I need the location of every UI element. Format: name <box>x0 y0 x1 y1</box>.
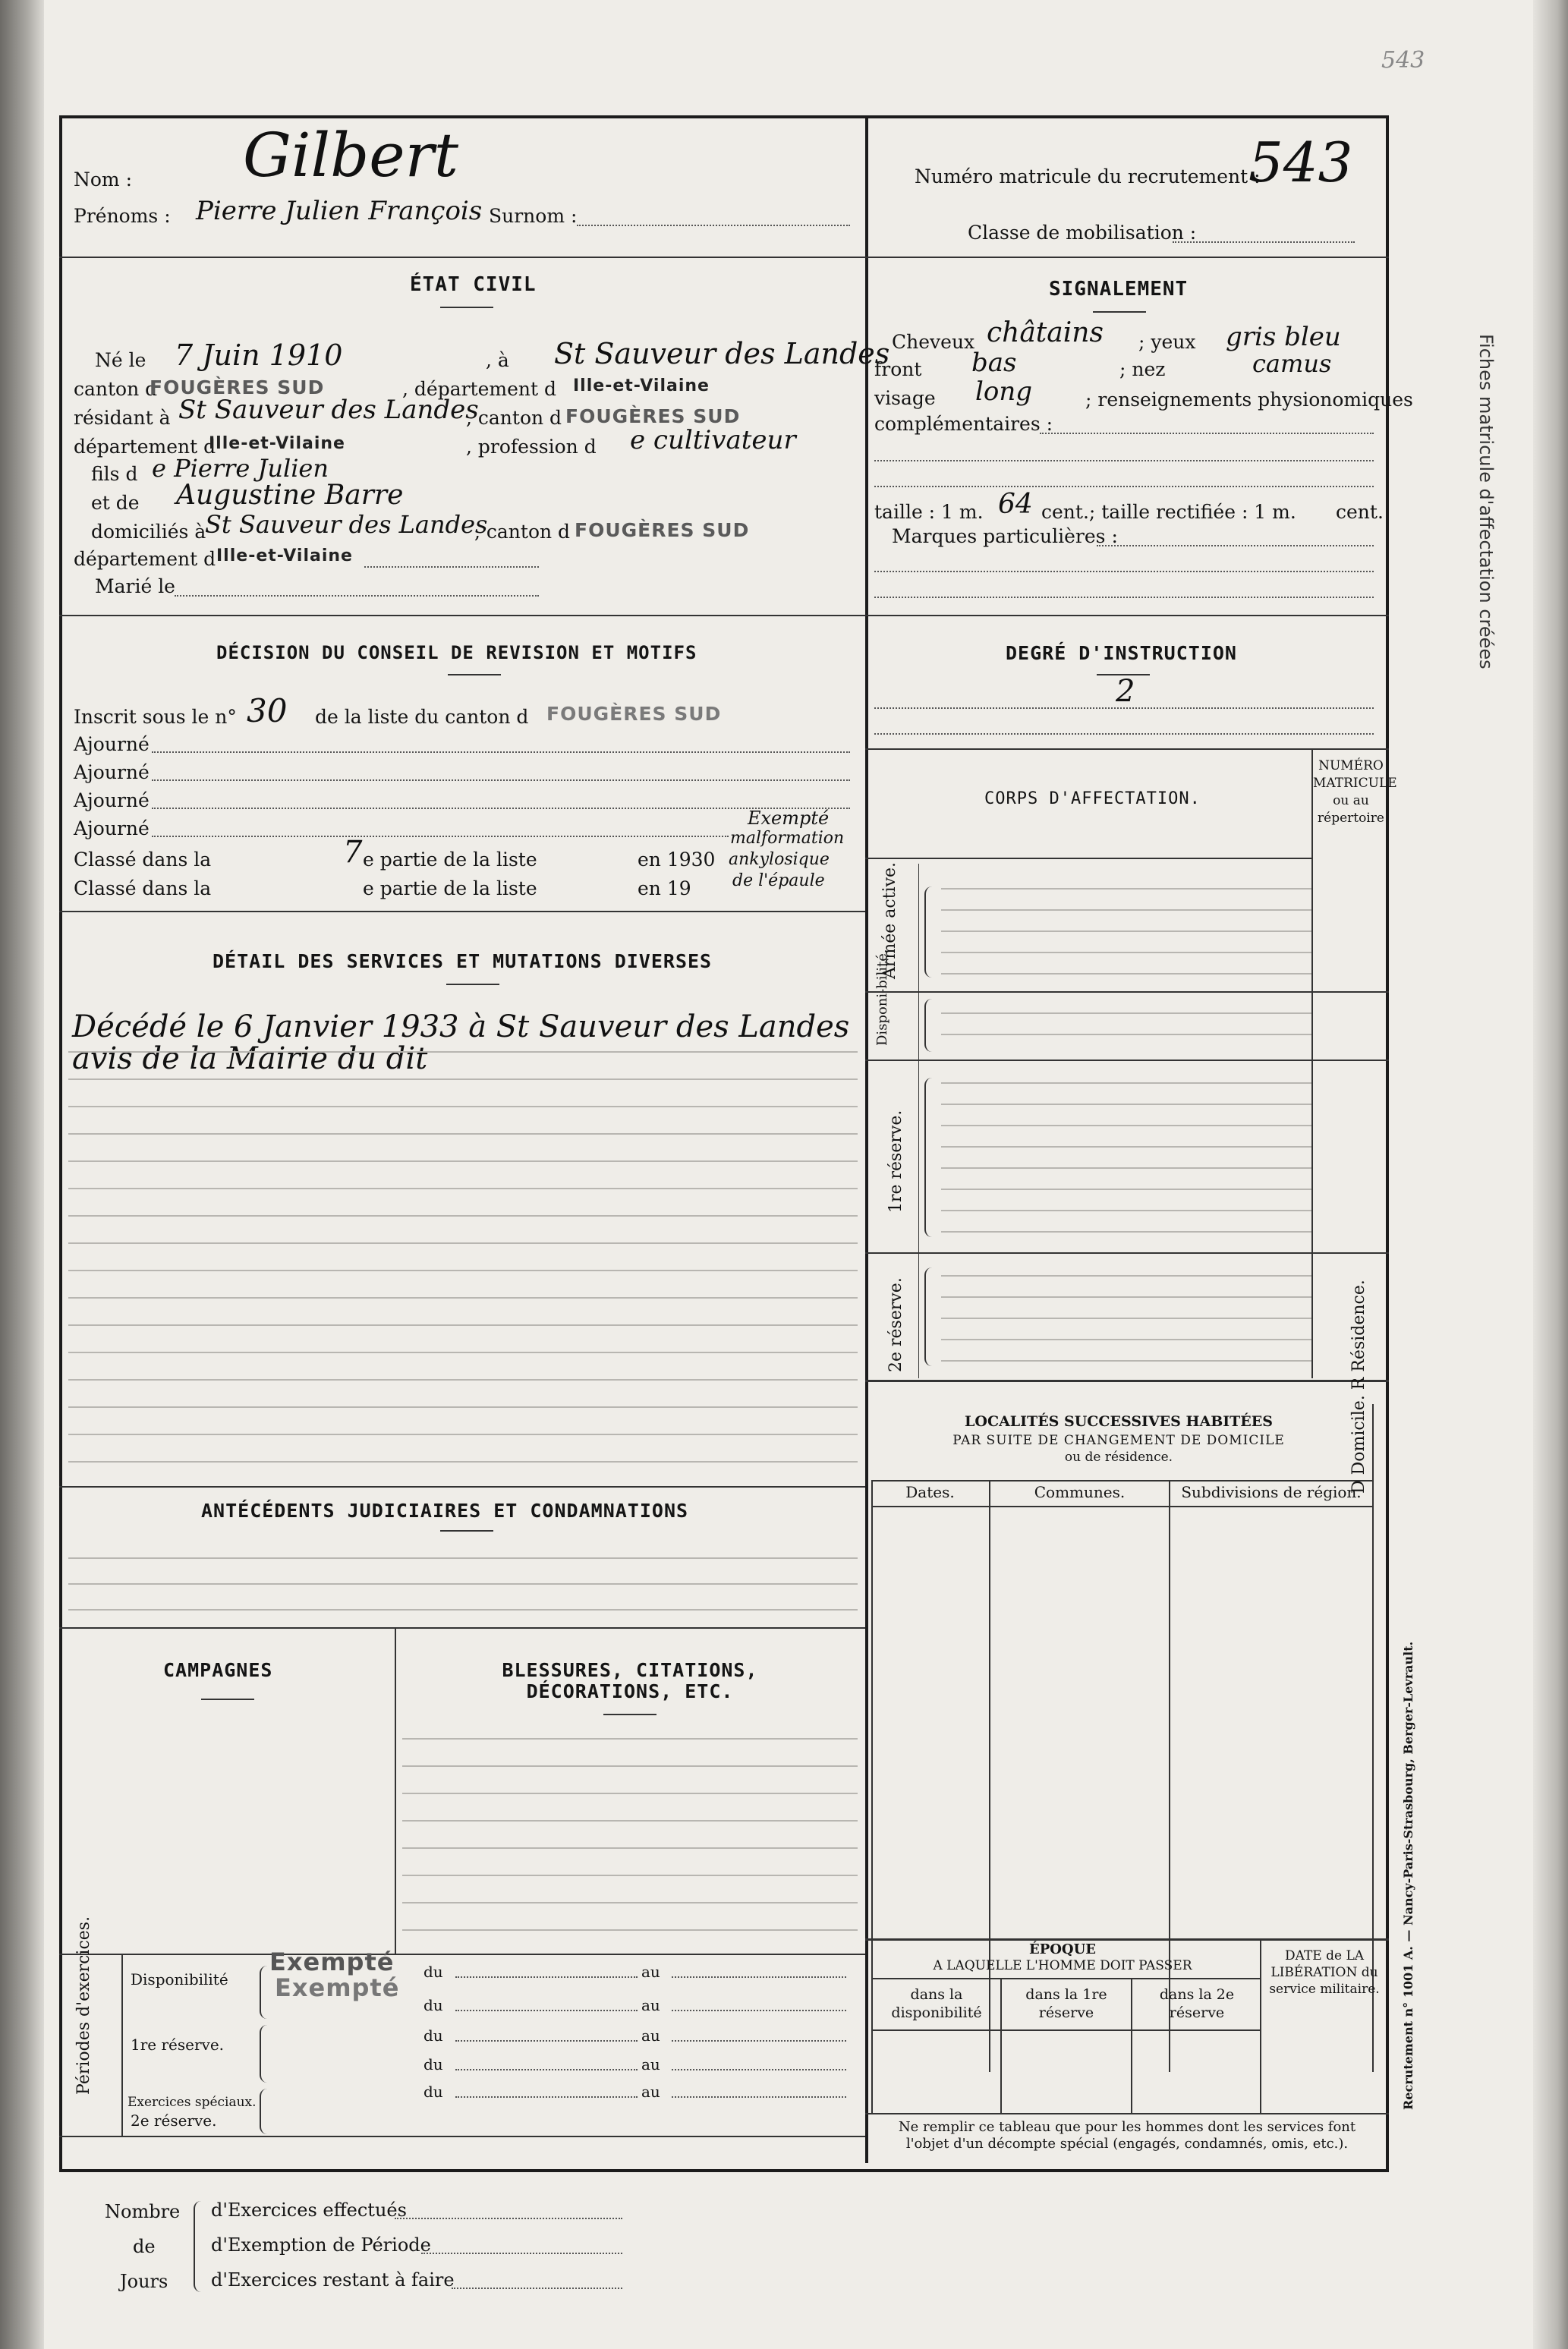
section-separator-left-2 <box>59 1486 865 1488</box>
epoque-top-rule <box>865 1938 1389 1941</box>
canton-label-2: , canton d <box>466 407 562 429</box>
exercices-speciaux-label: Exercices spéciaux. <box>128 2095 257 2110</box>
front-value: bas <box>971 348 1017 378</box>
ajourne-line-2 <box>152 779 850 781</box>
periodes-side-label: Périodes d'exercices. <box>74 1916 93 2095</box>
brace-1res-ex <box>260 2025 272 2083</box>
partie-label-2: e partie de la liste <box>363 877 537 899</box>
ajourne-1: Ajourné <box>74 733 150 755</box>
renseignements-label: ; renseignements physionomiques <box>1085 389 1413 411</box>
epoque-title-1: ÉPOQUE <box>1028 1941 1097 1957</box>
marie-label: Marié le <box>95 575 175 597</box>
nez-label: ; nez <box>1119 358 1166 380</box>
col-dates: Dates. <box>905 1483 955 1501</box>
de-label: de <box>133 2236 156 2257</box>
ajourne-line-4 <box>152 836 729 837</box>
antecedents-title: ANTÉCÉDENTS JUDICIAIRES ET CONDAMNATIONS <box>201 1500 689 1522</box>
en-1930-label: en 1930 <box>638 849 716 871</box>
ajourne-line-3 <box>152 808 850 809</box>
marques-line-3 <box>874 597 1374 598</box>
inscrit-label: Inscrit sous le n° <box>74 706 237 728</box>
header-separator <box>59 257 1389 258</box>
disponibilite-row-label: Disponibilité <box>131 1970 228 1988</box>
departement-stamp: Ille-et-Vilaine <box>573 376 710 395</box>
title-rule <box>440 307 493 308</box>
height-value: 64 <box>998 489 1033 520</box>
classe-mobilisation-label: Classe de mobilisation : <box>968 222 1197 244</box>
dept-line <box>364 566 539 568</box>
surnom-label: Surnom : <box>489 205 578 227</box>
partie-label-1: e partie de la liste <box>363 849 537 871</box>
page-edge <box>1533 0 1568 2349</box>
du-2: du <box>423 1996 443 2014</box>
disponibilite-label: Disponi-bilité. <box>874 949 890 1046</box>
hair-value: châtains <box>987 317 1104 348</box>
a-label: , à <box>486 349 509 371</box>
departement-label-2: département d <box>74 436 216 458</box>
epoque-col-disponibilite: dans la disponibilité <box>891 1986 982 2021</box>
birth-place: St Sauveur des Landes <box>554 337 890 370</box>
instruction-line-2 <box>874 733 1374 735</box>
departement-label-3: département d <box>74 548 216 570</box>
du-5: du <box>423 2083 443 2101</box>
numero-header: NUMÉRO MATRICULE ou au répertoire <box>1313 758 1397 826</box>
marie-line <box>175 595 539 597</box>
motif-line-2: malformation <box>730 829 845 848</box>
du-1: du <box>423 1963 443 1981</box>
instruction-line <box>874 707 1374 709</box>
epoque-col-2e-reserve: dans la 2e réserve <box>1159 1986 1235 2021</box>
marques-label: Marques particulières : <box>892 525 1118 547</box>
au-2: au <box>641 1996 660 2014</box>
epoque-col-1re-reserve: dans la 1re réserve <box>1025 1986 1107 2021</box>
jours-label: Jours <box>120 2271 168 2292</box>
residence-place: St Sauveur des Landes <box>178 395 479 425</box>
center-divider <box>865 115 868 2163</box>
cent-label: cent. <box>1336 501 1384 523</box>
title-rule <box>446 984 499 985</box>
exempte-stamp-1: Exempté <box>269 1948 395 1976</box>
residant-label: résidant à <box>74 407 171 429</box>
motif-line-3: ankylosique <box>729 850 830 869</box>
departement-label: , département d <box>402 378 556 400</box>
signalement-line-1 <box>1040 433 1374 434</box>
blessures-title-1: BLESSURES, CITATIONS, <box>502 1659 758 1681</box>
title-rule <box>201 1699 254 1700</box>
title-rule <box>440 1530 493 1532</box>
section-separator <box>59 615 1389 616</box>
localites-title-3: ou de résidence. <box>1064 1450 1173 1465</box>
marques-line <box>1097 545 1374 546</box>
corps-bottom-rule <box>865 1380 1389 1382</box>
canton-label-3: , canton d <box>474 521 571 543</box>
au-1: au <box>641 1963 660 1981</box>
detail-title: DÉTAIL DES SERVICES ET MUTATIONS DIVERSES <box>213 950 713 972</box>
classe-label-2: Classé dans la <box>74 877 212 899</box>
visage-label: visage <box>874 387 936 409</box>
canton-stamp-4: FOUGÈRES SUD <box>546 703 722 725</box>
ajourne-4: Ajourné <box>74 817 150 839</box>
decision-title: DÉCISION DU CONSEIL DE REVISION ET MOTIFS <box>216 642 697 663</box>
section-separator-left <box>59 911 865 912</box>
nombre-label: Nombre <box>105 2201 181 2222</box>
liste-canton-label: de la liste du canton d <box>315 706 529 728</box>
brace-2res-ex <box>260 2089 272 2134</box>
father-name: e Pierre Julien <box>152 454 329 483</box>
au-4: au <box>641 2055 660 2073</box>
numero-divider <box>1311 748 1313 1378</box>
taille-label: taille : 1 m. <box>874 501 984 523</box>
title-rule <box>603 1714 656 1715</box>
deces-line-2: avis de la Mairie du dit <box>72 1041 428 1076</box>
section-separator-left-3 <box>59 1627 865 1629</box>
title-rule <box>448 674 501 675</box>
au-3: au <box>641 2026 660 2045</box>
localites-title-2: PAR SUITE DE CHANGEMENT DE DOMICILE <box>952 1433 1285 1448</box>
title-rule <box>1093 311 1146 313</box>
exercices-effectues-label: d'Exercices effectués <box>211 2199 407 2221</box>
deuxieme-reserve-label: 2e réserve. <box>886 1277 905 1372</box>
instruction-value: 2 <box>1116 674 1135 709</box>
surnom-line <box>577 225 850 226</box>
cheveux-label: Cheveux <box>892 331 975 353</box>
en-19-label: en 19 <box>638 877 691 899</box>
matricule-label: Numéro matricule du recrutement : <box>915 165 1261 187</box>
signalement-line-2 <box>874 460 1374 461</box>
eyes-value: gris bleu <box>1226 322 1341 352</box>
exempte-stamp-2: Exempté <box>275 1973 400 2002</box>
instruction-title: DEGRÉ D'INSTRUCTION <box>1006 642 1237 664</box>
mother-name: Augustine Barre <box>176 480 404 511</box>
periodes-label-col <box>121 1954 123 2136</box>
nom-value: Gilbert <box>243 120 459 191</box>
classe-line <box>1173 241 1355 243</box>
complementaires-label: complémentaires : <box>874 413 1053 435</box>
premiere-reserve-label: 1re réserve. <box>886 1110 905 1213</box>
profession-value: e cultivateur <box>630 425 796 455</box>
localites-header-rule <box>871 1480 1372 1482</box>
localites-title-1: LOCALITÉS SUCCESSIVES HABITÉES <box>965 1413 1273 1430</box>
epoque-title-2: A LAQUELLE L'HOMME DOIT PASSER <box>933 1958 1192 1973</box>
page-corner-number: 543 <box>1381 47 1425 74</box>
prenoms-label: Prénoms : <box>74 205 171 227</box>
taille-rectifiee-label: cent.; taille rectifiée : 1 m. <box>1041 501 1296 523</box>
nose-value: camus <box>1252 349 1332 378</box>
signalement-title: SIGNALEMENT <box>1049 278 1189 301</box>
corps-header-rule <box>865 858 1313 859</box>
section-separator-left-4 <box>59 1954 865 1955</box>
ajourne-3: Ajourné <box>74 789 150 811</box>
front-label: front <box>874 358 922 380</box>
date-liberation-header: DATE de LA LIBÉRATION du service militaire. <box>1269 1948 1380 1997</box>
departement-stamp-2: Ille-et-Vilaine <box>209 434 345 453</box>
motif-line-4: de l'épaule <box>732 871 825 890</box>
blessures-title-2: DÉCORATIONS, ETC. <box>526 1680 734 1702</box>
deuxieme-reserve-row-label: 2e réserve. <box>131 2111 217 2130</box>
birth-date: 7 Juin 1910 <box>175 338 343 372</box>
au-5: au <box>641 2083 660 2101</box>
epoque-note-2: l'objet d'un décompte spécial (engagés, condamnés, omis, etc.). <box>905 2136 1349 2152</box>
premiere-reserve-row-label: 1re réserve. <box>131 2036 225 2054</box>
margin-note: Fiches matricule d'affectation créées <box>1475 334 1497 669</box>
brace-1res <box>924 1078 937 1237</box>
epoque-note-1: Ne remplir ce tableau que pour les hommes dont les services font <box>898 2119 1356 2135</box>
deces-line-1: Décédé le 6 Janvier 1933 à St Sauveur des Landes <box>72 1009 850 1044</box>
campagnes-title: CAMPAGNES <box>163 1659 273 1681</box>
prenoms-value: Pierre Julien François <box>196 196 483 226</box>
signalement-line-3 <box>874 486 1374 487</box>
canton-label: canton d <box>74 378 158 400</box>
inscrit-number: 30 <box>247 692 288 729</box>
fils-de-label: fils d <box>91 463 138 485</box>
classe-partie: 7 <box>343 835 363 870</box>
ajourne-2: Ajourné <box>74 761 150 783</box>
etat-civil-title: ÉTAT CIVIL <box>410 273 537 296</box>
exemption-periode-label: d'Exemption de Période <box>211 2234 431 2256</box>
corps-row-label-col <box>918 864 919 1378</box>
brace-2res <box>924 1267 937 1366</box>
exercices-restant-label: d'Exercices restant à faire <box>211 2269 455 2291</box>
du-3: du <box>423 2026 443 2045</box>
instruction-separator <box>865 748 1389 750</box>
col-communes: Communes. <box>1034 1483 1126 1501</box>
face-value: long <box>975 376 1033 407</box>
col-subdivisions: Subdivisions de région. <box>1181 1483 1362 1501</box>
domicilies-label: domiciliés à <box>91 521 206 543</box>
canton-stamp-3: FOUGÈRES SUD <box>575 519 750 541</box>
armee-active-label: Armée active. <box>880 861 899 979</box>
book-binding <box>0 0 44 2349</box>
yeux-label: ; yeux <box>1138 331 1196 353</box>
profession-label: , profession d <box>466 436 597 458</box>
col-domicile-residence: D Domicile. R Résidence. <box>1349 1280 1368 1494</box>
et-de-label: et de <box>91 492 140 514</box>
matricule-value: 543 <box>1248 131 1353 194</box>
marques-line-2 <box>874 571 1374 572</box>
classe-label-1: Classé dans la <box>74 849 212 871</box>
domicile-place: St Sauveur des Landes <box>205 510 488 539</box>
du-4: du <box>423 2055 443 2073</box>
ajourne-line-1 <box>152 751 850 753</box>
departement-stamp-3: Ille-et-Vilaine <box>216 546 353 565</box>
printer-imprint: Recrutement n° 1001 A. — Nancy-Paris-Strasbourg, Berger-Levrault. <box>1401 1641 1415 2110</box>
canton-stamp: FOUGÈRES SUD <box>150 376 325 398</box>
footer-brace <box>194 2201 206 2292</box>
ne-le-label: Né le <box>95 349 146 371</box>
nom-label: Nom : <box>74 168 133 191</box>
corps-title: CORPS D'AFFECTATION. <box>984 789 1201 808</box>
brace-dispo <box>924 999 937 1052</box>
brace-armee <box>924 886 937 978</box>
canton-stamp-2: FOUGÈRES SUD <box>565 405 741 427</box>
motif-line-1: Exempté <box>748 808 830 829</box>
